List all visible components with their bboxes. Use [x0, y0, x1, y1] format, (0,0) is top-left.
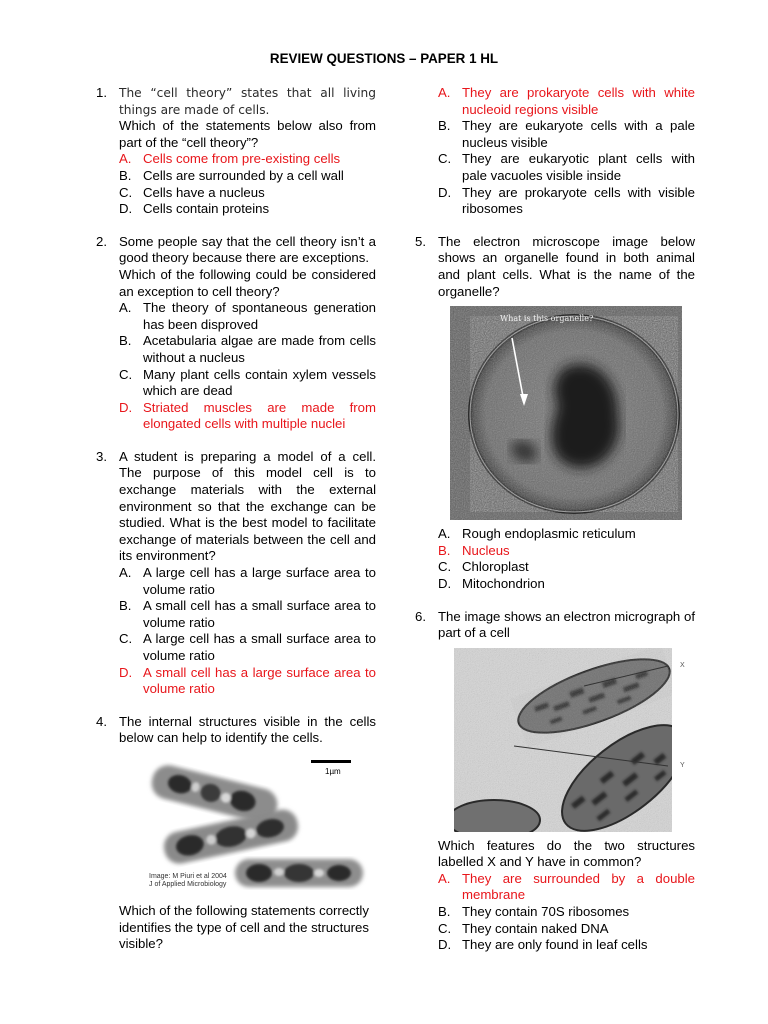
nucleus-micrograph — [450, 306, 695, 520]
answer-option-b[interactable]: B. Nucleus — [438, 542, 510, 558]
question-stem: Some people say that the cell theory isn’t a good theory because there are exceptions. — [119, 233, 376, 266]
answer-option-b[interactable]: B. They are eukaryote cells with a pale nucleus visible — [438, 118, 695, 150]
answer-option-d[interactable]: D. Cells contain proteins — [119, 201, 270, 217]
question-5 — [415, 234, 695, 593]
question-stem: The “cell theory” states that all living things are made of cells. — [119, 86, 376, 117]
question-4 — [96, 714, 376, 953]
question-stem: The internal structures visible in the cells below can help to identify the cells. — [119, 713, 376, 746]
image-label: What is this organelle? — [500, 314, 594, 324]
question-4-options — [415, 85, 695, 218]
answer-option-c[interactable]: C. Cells have a nucleus — [119, 184, 265, 200]
right-column — [415, 85, 695, 970]
answer-options — [438, 526, 695, 592]
answer-option-b[interactable]: B. A small cell has a small surface area to volume ratio — [119, 598, 376, 630]
question-stem: Which of the following statements correctly identifies the type of cell and the structures visible? — [119, 902, 369, 952]
answer-option-c[interactable]: C. Chloroplast — [438, 559, 529, 575]
image-credit: Image: M Piuri et al 2004 — [149, 872, 227, 880]
answer-option-a[interactable]: A. The theory of spontaneous generation has been disproved — [119, 300, 376, 332]
answer-option-a[interactable]: A. A large cell has a large surface area to volume ratio — [119, 565, 376, 597]
nucleus-image — [450, 306, 682, 520]
scale-label: 1µm — [325, 766, 341, 776]
answer-option-d[interactable]: D. They are only found in leaf cells — [438, 937, 648, 953]
question-6 — [415, 609, 695, 954]
answer-options — [119, 300, 376, 433]
answer-options — [438, 85, 695, 218]
question-stem: A student is preparing a model of a cell. The purpose of this model cell is to exchange materials with the external environment so that the exchange can be studied. What is the best model to facilitate exchange of materials between the cell and its environment? — [119, 448, 376, 564]
question-stem: The image shows an electron micrograph of part of a cell — [438, 608, 695, 641]
label-x: X — [680, 661, 685, 669]
answer-options — [438, 871, 695, 954]
label-y: Y — [680, 761, 685, 769]
answer-option-c[interactable]: C. They contain naked DNA — [438, 920, 609, 936]
question-number: 3. — [96, 448, 107, 464]
question-1 — [96, 85, 376, 218]
question-number: 4. — [96, 713, 107, 729]
question-number: 1. — [96, 85, 107, 100]
question-3 — [96, 449, 376, 698]
image-credit: J of Applied Microbiology — [149, 880, 227, 888]
page-title: REVIEW QUESTIONS – PAPER 1 HL — [269, 51, 499, 66]
answer-option-b[interactable]: B. They contain 70S ribosomes — [438, 904, 630, 920]
question-2 — [96, 234, 376, 433]
answer-option-b[interactable]: B. Cells are surrounded by a cell wall — [119, 167, 344, 183]
answer-option-d[interactable]: D. A small cell has a large surface area to volume ratio — [119, 664, 376, 697]
answer-options — [119, 151, 376, 217]
answer-option-c[interactable]: C. A large cell has a small surface area to volume ratio — [119, 631, 376, 663]
answer-option-d[interactable]: D. They are prokaryote cells with visible ribosomes — [438, 184, 695, 217]
answer-option-a[interactable]: A. Rough endoplasmic reticulum — [438, 526, 636, 542]
left-column — [96, 85, 376, 969]
question-number: 6. — [415, 608, 426, 624]
answer-option-c[interactable]: C. They are eukaryotic plant cells with pale vacuoles visible inside — [438, 151, 695, 183]
answer-option-a[interactable]: A. Cells come from pre-existing cells — [119, 151, 341, 167]
answer-option-a[interactable]: A. They are surrounded by a double membrane — [438, 870, 695, 903]
chloroplast-micrograph — [454, 648, 695, 832]
answer-option-b[interactable]: B. Acetabularia algae are made from cells without a nucleus — [119, 333, 376, 365]
answer-option-c[interactable]: C. Many plant cells contain xylem vessels which are dead — [119, 366, 376, 399]
answer-option-d[interactable]: D. Mitochondrion — [438, 575, 545, 591]
question-number: 5. — [415, 233, 426, 249]
bacteria-micrograph — [119, 755, 376, 895]
question-stem: Which of the following could be considered an exception to cell theory? — [119, 266, 376, 299]
question-stem: Which of the statements below also from part of the “cell theory”? — [119, 118, 376, 150]
question-number: 2. — [96, 233, 107, 249]
scale-bar — [311, 760, 351, 763]
answer-option-d[interactable]: D. Striated muscles are made from elongated cells with multiple nuclei — [119, 399, 376, 432]
answer-options — [119, 565, 376, 698]
question-stem: Which features do the two structures labelled X and Y have in common? — [438, 837, 695, 870]
answer-option-a[interactable]: A. They are prokaryote cells with white nucleoid regions visible — [438, 85, 695, 117]
chloroplast-image — [454, 648, 684, 832]
question-stem: The electron microscope image below shows an organelle found in both animal and plant cells. What is the name of the organelle? — [438, 233, 695, 299]
